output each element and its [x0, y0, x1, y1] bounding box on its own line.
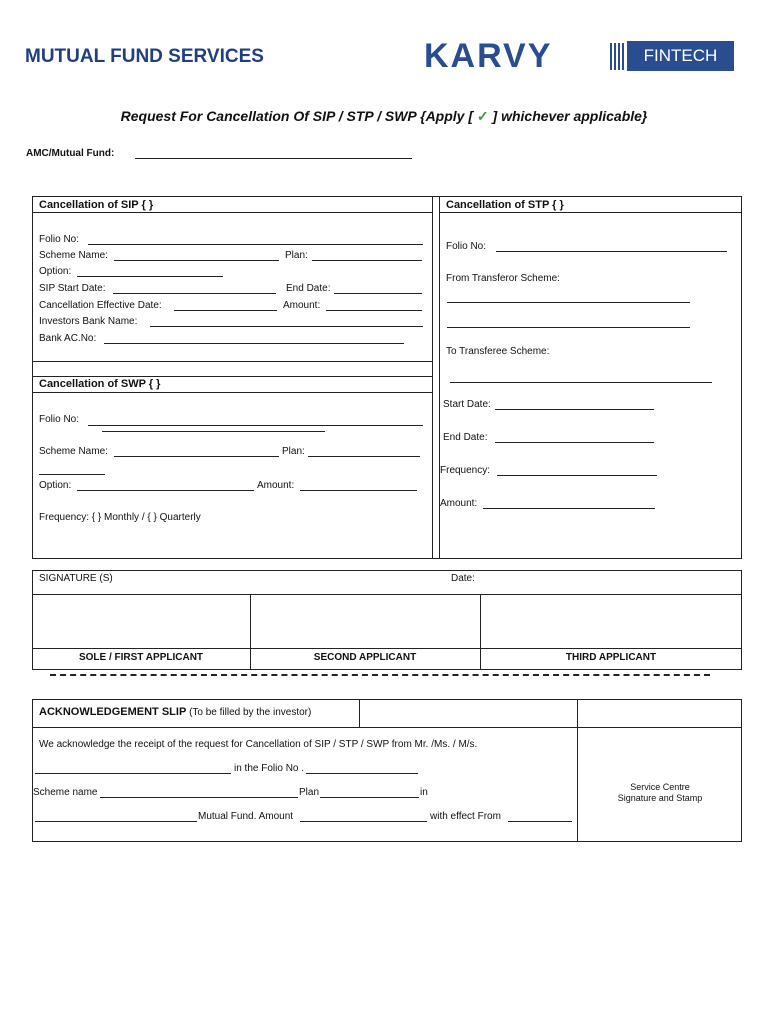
swp-scheme-label: Scheme Name:: [39, 446, 108, 457]
second-applicant-label: SECOND APPLICANT: [313, 652, 417, 663]
sip-amount-field[interactable]: [326, 310, 422, 311]
swp-scheme-field[interactable]: [114, 456, 279, 457]
divider: [432, 196, 433, 559]
stp-from-label: From Transferor Scheme:: [446, 273, 560, 284]
sip-bank-ac-field[interactable]: [104, 343, 404, 344]
swp-amount-label: Amount:: [257, 480, 295, 491]
second-applicant-signature-box[interactable]: [251, 595, 479, 647]
divider: [577, 699, 578, 842]
ack-amount-field[interactable]: [300, 821, 427, 822]
ack-plan-label: Plan: [299, 787, 320, 798]
signature-label: SIGNATURE (S): [39, 573, 113, 584]
stp-frequency-label: Frequency:: [440, 465, 491, 476]
sip-effective-field[interactable]: [174, 310, 277, 311]
stp-from-field-1[interactable]: [447, 302, 690, 303]
sip-plan-label: Plan:: [285, 250, 308, 261]
divider: [439, 212, 742, 213]
third-applicant-signature-box[interactable]: [481, 595, 741, 647]
swp-folio-field-2[interactable]: [102, 431, 325, 432]
stp-amount-label: Amount:: [440, 498, 478, 509]
sip-end-label: End Date:: [286, 283, 331, 294]
sip-scheme-field[interactable]: [114, 260, 279, 261]
sip-folio-label: Folio No:: [39, 234, 80, 245]
stamp-label: Signature and Stamp: [617, 793, 703, 803]
ack-scheme-field[interactable]: [100, 797, 298, 798]
first-applicant-label: SOLE / FIRST APPLICANT: [78, 652, 204, 663]
signature-date-label: Date:: [451, 573, 475, 584]
divider: [32, 212, 432, 213]
stp-start-field[interactable]: [495, 409, 654, 410]
divider: [32, 727, 742, 728]
logo-bars-icon: [610, 43, 624, 70]
swp-section-title: Cancellation of SWP { }: [39, 378, 161, 390]
stp-folio-label: Folio No:: [446, 241, 487, 252]
amc-field[interactable]: [135, 158, 412, 159]
stp-from-field-2[interactable]: [447, 327, 690, 328]
sip-scheme-label: Scheme Name:: [39, 250, 108, 261]
stp-frequency-field[interactable]: [497, 475, 657, 476]
sip-effective-label: Cancellation Effective Date:: [39, 300, 162, 311]
first-applicant-signature-box[interactable]: [33, 595, 249, 647]
sip-start-label: SIP Start Date:: [39, 283, 106, 294]
ack-effect-label: with effect From: [430, 811, 501, 822]
swp-amount-field[interactable]: [300, 490, 417, 491]
divider: [32, 648, 742, 649]
logo-badge: FINTECH: [627, 41, 734, 71]
request-heading: [0, 108, 768, 125]
third-applicant-label: THIRD APPLICANT: [565, 652, 657, 663]
sip-plan-field[interactable]: [312, 260, 422, 261]
stp-amount-field[interactable]: [483, 508, 655, 509]
ack-title: ACKNOWLEDGEMENT SLIP: [39, 706, 187, 718]
ack-effect-field[interactable]: [508, 821, 572, 822]
swp-folio-field[interactable]: [88, 425, 423, 426]
stp-folio-field[interactable]: [496, 251, 727, 252]
stp-to-field[interactable]: [450, 382, 712, 383]
request-suffix: ] whichever applicable}: [492, 108, 648, 124]
checkmark-icon: ✓: [476, 108, 489, 124]
sip-start-field[interactable]: [113, 293, 276, 294]
stp-end-field[interactable]: [495, 442, 654, 443]
swp-folio-label: Folio No:: [39, 414, 80, 425]
service-centre-label: Service Centre: [630, 782, 690, 792]
divider: [32, 392, 432, 393]
ack-folio-label: in the Folio No .: [234, 763, 305, 774]
ack-scheme-label: Scheme name: [33, 787, 98, 798]
stp-start-label: Start Date:: [443, 399, 491, 410]
sip-end-field[interactable]: [334, 293, 422, 294]
ack-note: (To be filled by the investor): [189, 707, 312, 718]
sip-option-field[interactable]: [77, 276, 223, 277]
sip-bank-name-label: Investors Bank Name:: [39, 316, 138, 327]
sip-option-label: Option:: [39, 266, 72, 277]
ack-mf-field[interactable]: [35, 821, 197, 822]
sip-folio-field[interactable]: [88, 244, 423, 245]
logo-brand: KARVY: [424, 37, 553, 75]
sip-amount-label: Amount:: [283, 300, 321, 311]
swp-scheme-field-2[interactable]: [39, 474, 105, 475]
divider: [359, 699, 360, 727]
ack-in-label: in: [420, 787, 428, 798]
swp-plan-field[interactable]: [308, 456, 420, 457]
page-title: MUTUAL FUND SERVICES: [25, 46, 264, 67]
ack-statement: We acknowledge the receipt of the request for Cancellation of SIP / STP / SWP from Mr. /Ms. / M/s.: [39, 739, 478, 750]
swp-option-field[interactable]: [77, 490, 254, 491]
sip-section-title: Cancellation of SIP { }: [39, 199, 154, 211]
cut-line: [50, 674, 710, 676]
request-prefix: Request For Cancellation Of SIP / STP / SWP {Apply [: [120, 108, 474, 124]
stp-end-label: End Date:: [443, 432, 488, 443]
swp-option-label: Option:: [39, 480, 72, 491]
ack-investor-field[interactable]: [35, 773, 231, 774]
stp-to-label: To Transferee Scheme:: [446, 346, 550, 357]
divider: [32, 361, 432, 362]
ack-folio-field[interactable]: [306, 773, 418, 774]
amc-label: AMC/Mutual Fund:: [26, 148, 115, 159]
ack-plan-field[interactable]: [320, 797, 419, 798]
stp-section-title: Cancellation of STP { }: [446, 199, 564, 211]
sip-bank-ac-label: Bank AC.No:: [39, 333, 97, 344]
swp-plan-label: Plan:: [282, 446, 305, 457]
swp-frequency[interactable]: Frequency: { } Monthly / { } Quarterly: [39, 512, 201, 523]
ack-heading: [39, 706, 311, 718]
sip-bank-name-field[interactable]: [150, 326, 423, 327]
divider: [32, 376, 432, 377]
ack-mf-label: Mutual Fund. Amount: [198, 811, 294, 822]
